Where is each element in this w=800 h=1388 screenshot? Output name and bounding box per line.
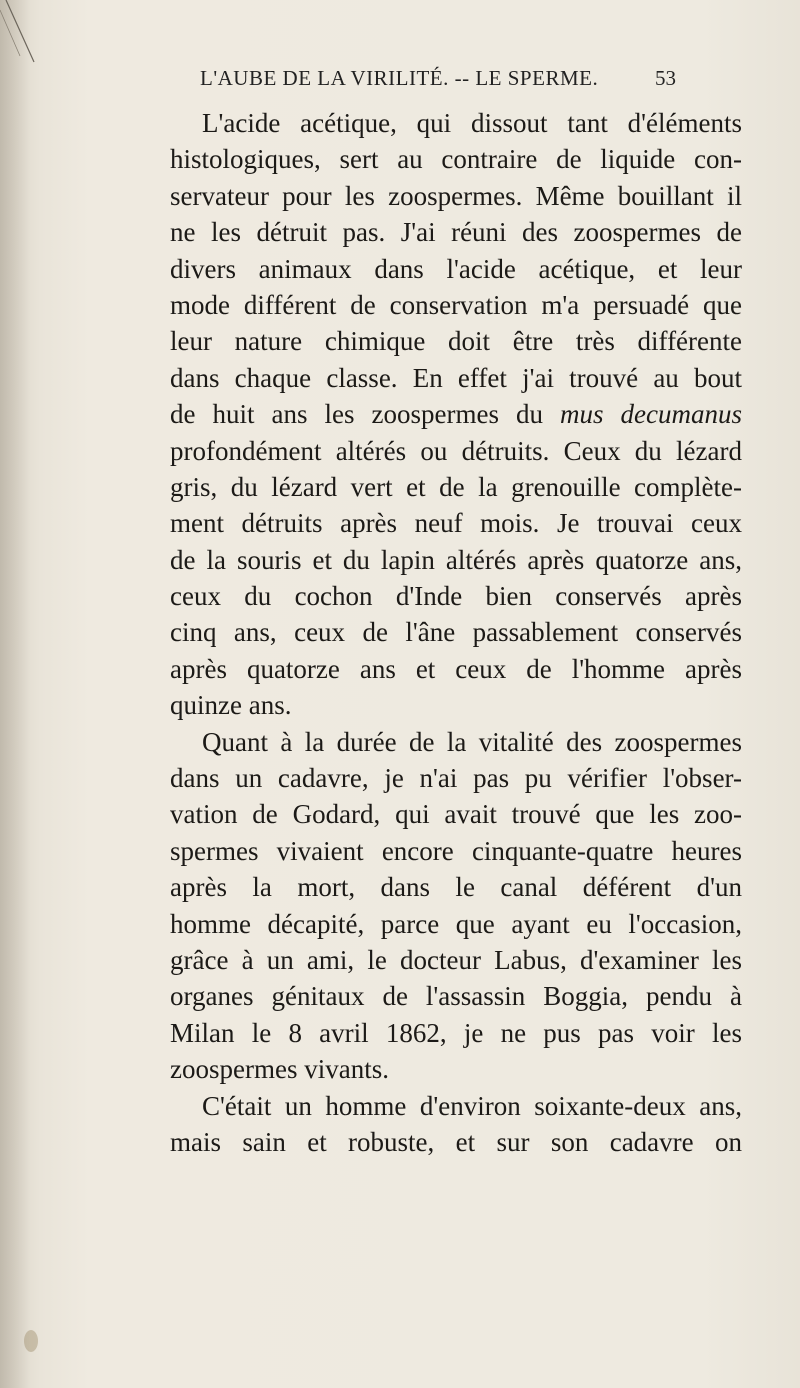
text-line: après la mort, dans le canal déférent d'un bbox=[170, 872, 742, 903]
running-head: L'AUBE DE LA VIRILITÉ. -- LE SPERME. bbox=[200, 66, 599, 90]
text-line: leur nature chimique doit être très différente bbox=[170, 326, 742, 357]
text-line: profondément altérés ou détruits. Ceux du lézard bbox=[170, 435, 742, 466]
text-line: vation de Godard, qui avait trouvé que les zoo- bbox=[170, 799, 742, 830]
corner-fold-mark bbox=[0, 0, 60, 70]
text-line: ne les détruit pas. J'ai réuni des zoospermes de bbox=[170, 217, 742, 248]
text-line: zoospermes vivants. bbox=[170, 1054, 389, 1085]
italic-species-name: mus decumanus bbox=[560, 399, 742, 430]
text-line: mais sain et robuste, et sur son cadavre on bbox=[170, 1126, 742, 1157]
text-line: L'acide acétique, qui dissout tant d'éléments bbox=[202, 108, 742, 138]
text-line: spermes vivaient encore cinquante-quatre heures bbox=[170, 835, 742, 866]
text-line: Quant à la durée de la vitalité des zoospermes bbox=[202, 726, 742, 757]
paper-stain bbox=[24, 1330, 38, 1352]
text-line: ceux du cochon d'Inde bien conservés après bbox=[170, 581, 742, 612]
text-line: dans chaque classe. En effet j'ai trouvé au bout bbox=[170, 362, 742, 393]
text-line: de la souris et du lapin altérés après quatorze ans, bbox=[170, 544, 742, 575]
text-line: mode différent de conservation m'a persuadé que bbox=[170, 289, 742, 320]
text-line: dans un cadavre, je n'ai pas pu vérifier l'obser- bbox=[170, 763, 742, 794]
text-line: C'était un homme d'environ soixante-deux ans, bbox=[202, 1090, 742, 1121]
text-line: divers animaux dans l'acide acétique, et leur bbox=[170, 253, 742, 284]
text-line-with-italic bbox=[170, 396, 742, 432]
text-line: ment détruits après neuf mois. Je trouvai ceux bbox=[170, 508, 742, 539]
text-line: organes génitaux de l'assassin Boggia, pendu à bbox=[170, 981, 742, 1012]
text-line: grâce à un ami, le docteur Labus, d'examiner les bbox=[170, 944, 742, 975]
page-number: 53 bbox=[655, 66, 676, 90]
text-line: servateur pour les zoospermes. Même bouillant il bbox=[170, 180, 742, 211]
text-line: gris, du lézard vert et de la grenouille complète- bbox=[170, 471, 742, 502]
text-segment: de huit ans les zoospermes du bbox=[170, 399, 560, 430]
text-line: histologiques, sert au contraire de liquide con- bbox=[170, 144, 742, 175]
text-line: Milan le 8 avril 1862, je ne pus pas voir les bbox=[170, 1017, 742, 1048]
body-text bbox=[170, 105, 742, 1160]
text-line: homme décapité, parce que ayant eu l'occasion, bbox=[170, 908, 742, 939]
text-line: après quatorze ans et ceux de l'homme après bbox=[170, 653, 742, 684]
text-line: cinq ans, ceux de l'âne passablement conservés bbox=[170, 617, 742, 648]
page-edge-shadow bbox=[0, 0, 30, 1388]
text-line: quinze ans. bbox=[170, 690, 292, 721]
